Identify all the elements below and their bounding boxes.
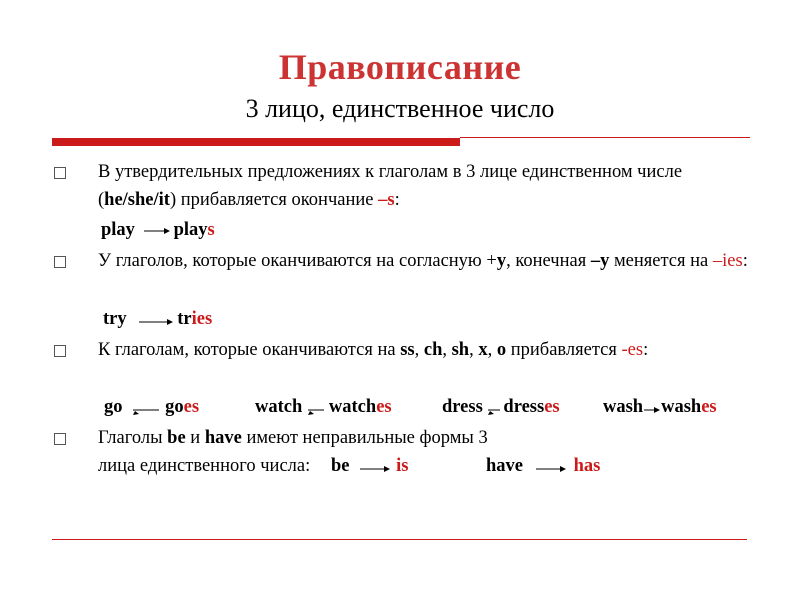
example-go-ending: es (183, 397, 200, 417)
bullet-4 (54, 433, 66, 445)
bullet-2 (54, 256, 66, 268)
rule-2-text-c: меняется на (609, 251, 713, 271)
example-have-form: has (573, 456, 601, 476)
rule-1-text-c: : (394, 190, 400, 210)
rule-4-text-c: имеют неправильные формы 3 лица единственного числа: (98, 428, 488, 476)
rule-3-ss: ss (400, 340, 415, 360)
example-go-stem: go (165, 397, 184, 417)
example-be (331, 452, 408, 480)
arrow-icon (360, 461, 390, 473)
example-try-base: try (103, 309, 127, 329)
title-underline-thin (460, 137, 750, 138)
rule-3-sh: sh (451, 340, 470, 360)
example-wash-ending: es (701, 397, 717, 417)
rule-3-c1: , (414, 340, 424, 360)
example-be-form: is (396, 456, 409, 476)
rule-2 (98, 247, 748, 275)
rule-1 (98, 158, 748, 214)
rule-2-y-end: –y (590, 251, 610, 271)
rule-2-text-d: : (742, 251, 748, 271)
slide-subtitle: 3 лицо, единственное число (245, 94, 555, 123)
slide-title: Правописание (278, 47, 522, 87)
example-wash (603, 393, 717, 421)
bullet-1 (54, 167, 66, 179)
example-try-ending: ies (191, 309, 213, 329)
example-watch (255, 393, 392, 421)
rule-3-ch: ch (423, 340, 443, 360)
rule-2-text-b: , конечная (506, 251, 591, 271)
example-try (103, 305, 212, 333)
rule-2-y: y (496, 251, 507, 271)
rule-3-x: x (478, 340, 488, 360)
rule-4-text-a: Глаголы (98, 428, 168, 448)
rule-4 (98, 424, 498, 480)
rule-4-have: have (204, 428, 242, 448)
example-play-base: play (101, 220, 135, 240)
example-wash-stem: wash (661, 397, 702, 417)
rule-3-o: o (496, 340, 507, 360)
rule-3-c2: , (442, 340, 452, 360)
example-play (101, 216, 215, 244)
example-try-stem: tr (177, 309, 192, 329)
rule-4-text-b: и (185, 428, 205, 448)
example-wash-base: wash (603, 397, 644, 417)
example-be-base: be (331, 456, 350, 476)
rule-3-es: -es (621, 340, 644, 360)
rule-3-c4: , (487, 340, 497, 360)
example-dress (442, 393, 560, 421)
arrow-icon (139, 315, 173, 325)
example-dress-base: dress (442, 397, 483, 417)
rule-1-text-a: В утвердительных предложениях к глаголам в 3 лице единственном числе ( (98, 162, 683, 210)
rule-1-ending: –s (378, 190, 395, 210)
bullet-3 (54, 345, 66, 357)
example-have-base: have (486, 456, 523, 476)
rule-3-c3: , (469, 340, 479, 360)
example-have (486, 452, 600, 480)
example-go-base: go (104, 397, 123, 417)
rule-2-ies: –ies (712, 251, 743, 271)
example-dress-ending: es (544, 397, 560, 417)
example-watch-stem: watch (328, 397, 377, 417)
arrow-icon (488, 401, 502, 415)
example-dress-stem: dress (503, 397, 545, 417)
arrow-icon (131, 401, 161, 415)
rule-3 (98, 336, 748, 364)
arrow-icon (536, 461, 566, 473)
rule-4-be: be (167, 428, 186, 448)
rule-1-pronouns: he/she/it (104, 190, 170, 210)
arrow-icon (644, 401, 660, 415)
rule-3-text-c: : (643, 340, 649, 360)
example-go (104, 393, 199, 421)
rule-3-text-a: К глаголам, которые оканчиваются на (98, 340, 401, 360)
rule-3-text-b: прибавляется (506, 340, 622, 360)
bottom-divider (52, 539, 747, 540)
example-play-stem: play (173, 220, 208, 240)
example-play-ending: s (207, 220, 215, 240)
title-underline-thick (52, 138, 460, 146)
rule-2-text-a: У глаголов, которые оканчиваются на согласную + (98, 251, 497, 271)
example-watch-ending: es (376, 397, 392, 417)
arrow-icon (144, 226, 170, 236)
arrow-icon (308, 401, 328, 415)
example-watch-base: watch (255, 397, 303, 417)
rule-1-text-b: ) прибавляется окончание (169, 190, 379, 210)
